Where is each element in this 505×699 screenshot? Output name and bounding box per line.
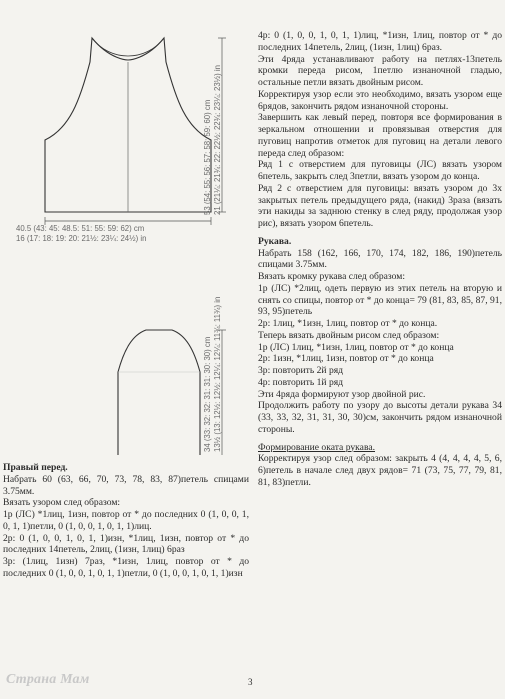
text-paragraph: Вязать узором след образом: xyxy=(3,497,121,509)
site-watermark-logo: Страна Мам xyxy=(6,672,90,687)
front-width-in-label: 16 (17: 18: 19: 20: 21½: 23¼: 24½) in xyxy=(16,234,147,243)
text-paragraph: Ряд 2 с отверстием для пуговицы: вязать узором до 3х закрытых петель предыдущего ряда, (накид) 3раза (вязать эти накиды за заднюю стенку в след ряду, продолжая узор рис), вязать узором 6петель. xyxy=(258,182,502,229)
sleeve-height-cm-label: 34 (33: 32: 32: 31: 31: 30: 30) cm xyxy=(203,336,212,452)
text-paragraph: 4р: повторить 1й ряд xyxy=(258,376,344,388)
text-paragraph: Набрать 158 (162, 166, 170, 174, 182, 186, 190)петель спицами 3.75мм. xyxy=(258,247,502,271)
page-number: 3 xyxy=(248,677,253,687)
text-paragraph: 3р: (1лиц, 1изн) 7раз, *1изн, 1лиц, повтор от * до последних 0 (1, 0, 0, 1, 0, 1, 1)петли, 0 (1, 0, 0, 1, 0, 1, 1)изн xyxy=(3,556,249,579)
text-paragraph: Ряд 1 с отверстием для пуговицы (ЛС) вязать узором 6петель, закрыть след 3петли, вязать узором до конца. xyxy=(258,159,502,182)
text-paragraph: 2р: 1изн, *1лиц, 1изн, повтор от * до конца xyxy=(258,353,434,365)
text-paragraph: 2р: 1лиц, *1изн, 1лиц, повтор от * до конца. xyxy=(258,318,438,329)
text-paragraph: Корректируя узор если это необходимо, вязать узором еще 6рядов, закончить рядом изнаночной стороны. xyxy=(258,88,502,112)
text-paragraph: 3р: повторить 2й ряд xyxy=(258,365,344,376)
text-paragraph: Завершить как левый перед, повторя все формирования в зеркальном отношении и провязывая отверстия для пуговиц напротив отметок для пуговиц на детали левого переда след образом: xyxy=(258,112,502,159)
text-paragraph: 2р: 0 (1, 0, 0, 1, 0, 1, 1)изн, *1лиц, 1изн, повтор от * до последних 14петель, 2лиц, (1изн, 1лиц) 6раз xyxy=(3,532,249,556)
sleeve-height-in-label: 13½ (13: 12½: 12½: 12¼: 12¼: 11¾: 11¾) in xyxy=(213,296,222,452)
front-width-cm-label: 40.5 (43: 45: 48.5: 51: 55: 59: 62) cm xyxy=(16,224,145,233)
left-text-column xyxy=(3,462,249,580)
text-paragraph: Теперь вязать двойным рисом след образом: xyxy=(258,329,440,341)
text-paragraph: Эти 4ряда устанавливают работу на петлях-13петель кромки переда рисом, 1петлю изнаночной гладью, остальные петли вязать двойным рисом. xyxy=(258,53,502,88)
schematic-diagram xyxy=(0,0,250,455)
text-paragraph: 1р (ЛС) 1лиц, *1изн, 1лиц, повтор от * до конца xyxy=(258,341,454,353)
text-paragraph: Набрать 60 (63, 66, 70, 73, 78, 83, 87)петель спицами 3.75мм. xyxy=(3,473,249,497)
text-paragraph: Продолжить работу по узору до высоты детали рукава 34 (33, 33, 32, 31, 31, 30, 30)см, закончить рядом изнаночной стороны. xyxy=(258,400,502,435)
text-paragraph: 1р (ЛС) *2лиц, одеть первую из этих петель на вторую и снять со спицы, повтор от * до конца= 79 (81, 83, 85, 87, 91, 93, 95)петель xyxy=(258,282,502,318)
schematic-svg xyxy=(0,0,250,455)
right-text-column xyxy=(258,30,502,489)
text-paragraph: Формирование оката рукава. xyxy=(258,441,376,453)
text-paragraph: Вязать кромку рукава след образом: xyxy=(258,271,406,282)
front-height-cm-label: 53 (54: 55: 56: 57: 58: 59: 60) cm xyxy=(203,99,212,215)
text-paragraph: 1р (ЛС) *1лиц, 1изн, повтор от * до последних 0 (1, 0, 0, 1, 0, 1, 1)петли, 0 (1, 0, 0, 1, 0, 1, 1)лиц. xyxy=(3,509,249,532)
text-paragraph: Корректируя узор след образом: закрыть 4 (4, 4, 4, 4, 5, 6, 6)петель в начале след двух рядов= 71 (73, 75, 77, 79, 81, 81, 83)петли. xyxy=(258,453,502,488)
sleeve-piece-schematic xyxy=(118,330,200,455)
front-height-in-label: 21 (21¼: 21¾: 22: 22½: 22¾: 23¼: 23½) in xyxy=(213,65,222,215)
text-paragraph: 4р: 0 (1, 0, 0, 1, 0, 1, 1)лиц, *1изн, 1лиц, повтор от * до последних 14петель, 2лиц, (1изн, 1лиц) 6раз. xyxy=(258,30,502,53)
text-paragraph: Рукава. xyxy=(258,235,292,247)
text-paragraph: Правый перед. xyxy=(3,462,68,473)
text-paragraph: Эти 4ряда формируют узор двойной рис. xyxy=(258,388,426,400)
